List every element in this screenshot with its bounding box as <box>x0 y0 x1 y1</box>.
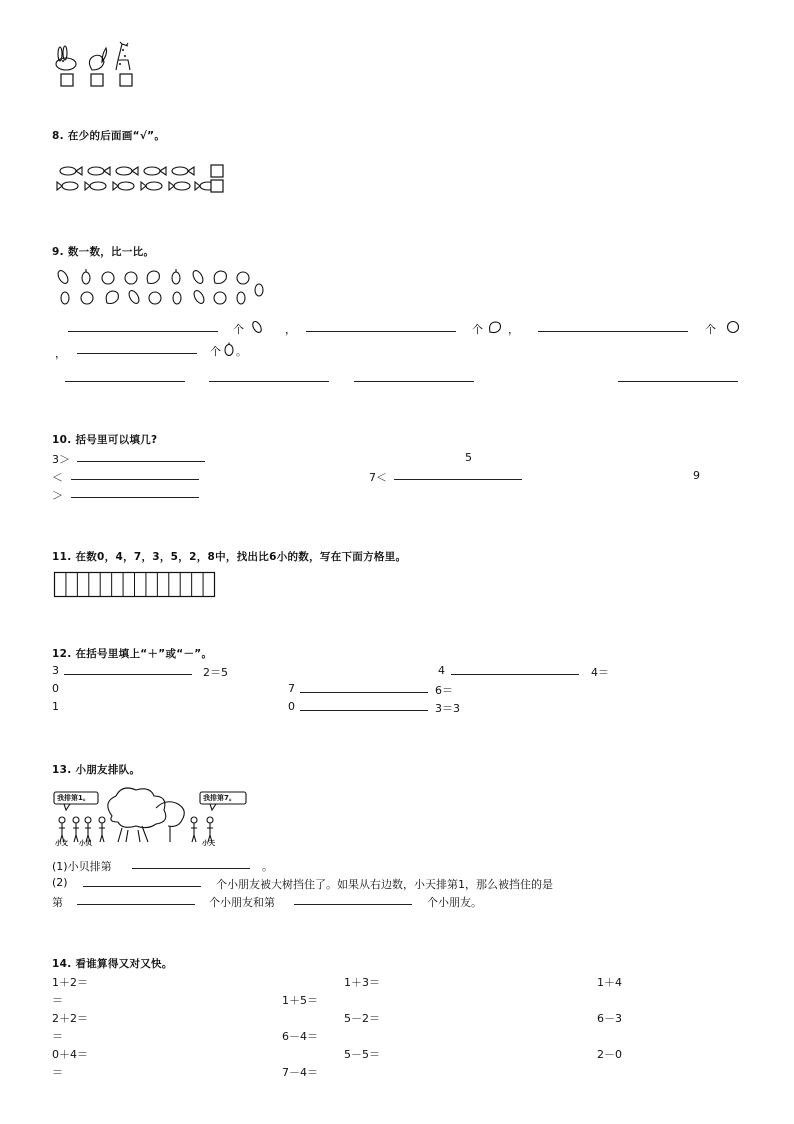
question-8-title: 8. 在少的后面画“√”。 <box>52 130 166 142</box>
answer-line-corn[interactable] <box>68 331 218 332</box>
child-icon <box>99 817 105 842</box>
eggplant-icon <box>82 269 90 284</box>
question-11-title: 11. 在数0，4，7，3，5，2，8中，找出比6小的数，写在下面方格里。 <box>52 551 407 563</box>
fish-icon <box>57 182 78 190</box>
expression-text: 4 <box>438 664 445 677</box>
fish-icon <box>141 182 162 190</box>
equation: ＝ <box>52 1030 63 1043</box>
expression-text: 7 <box>288 682 295 695</box>
answer-line[interactable] <box>71 479 199 480</box>
end-mark: 。 <box>236 345 247 358</box>
comma: ， <box>285 323 296 336</box>
cabbage-icon <box>214 271 226 284</box>
equation: 5－5＝ <box>344 1048 380 1061</box>
question-14-title: 14. 看谁算得又对又快。 <box>52 958 173 970</box>
subquestion-3-suffix: 个小朋友。 <box>427 896 482 909</box>
child-name: 小贝 <box>79 839 92 847</box>
corn-icon <box>191 269 205 285</box>
child-name: 小文 <box>55 839 68 847</box>
subquestion-2-text: 个小朋友被大树挡住了。如果从右边数，小天排第1，那么被挡住的是 <box>216 878 553 891</box>
corn-icon <box>192 289 206 305</box>
answer-grid[interactable] <box>54 572 216 598</box>
vegetable-row-bottom <box>61 284 263 305</box>
expression-text: 3＞ <box>52 453 70 466</box>
answer-line-compare-2[interactable] <box>209 381 329 382</box>
cabbage-icon <box>488 320 502 334</box>
question-12-title: 12. 在括号里填上“＋”或“－”。 <box>52 648 213 660</box>
answer-line[interactable] <box>451 674 579 675</box>
equation: 6－4＝ <box>282 1030 318 1043</box>
answer-line-compare-3[interactable] <box>354 381 474 382</box>
answer-box-bottom[interactable] <box>211 180 223 192</box>
equation: 2－0 <box>597 1048 622 1061</box>
answer-line[interactable] <box>83 886 201 887</box>
tomato-icon <box>81 292 93 304</box>
unit-label: 个 <box>472 323 483 336</box>
tomato-icon <box>125 272 137 284</box>
fish-icon <box>85 182 106 190</box>
comma: ， <box>508 323 519 336</box>
equation: 2＋2＝ <box>52 1012 88 1025</box>
tomato-icon <box>102 272 114 284</box>
eggplant-icon <box>255 284 263 296</box>
speech-bubble-right: 我排第7。 <box>203 794 236 802</box>
equation: 1＋4 <box>597 976 622 989</box>
eggplant-icon <box>172 269 180 284</box>
question-13-title: 13. 小朋友排队。 <box>52 764 141 776</box>
fish-icon <box>113 182 134 190</box>
expression-text: 3 <box>52 664 59 677</box>
answer-line-cabbage[interactable] <box>306 331 456 332</box>
answer-box-top[interactable] <box>211 165 223 177</box>
cabbage-icon <box>106 291 118 304</box>
cabbage-icon <box>147 271 159 284</box>
fish-row-bottom <box>57 182 216 190</box>
question-9-title: 9. 数一数，比一比。 <box>52 246 155 258</box>
expression-text: ＞ <box>52 489 63 502</box>
answer-line[interactable] <box>132 868 250 869</box>
fish-icon <box>116 167 138 175</box>
eggplant-icon <box>61 292 69 304</box>
expression-text: 5 <box>465 451 472 464</box>
equation: 1＋3＝ <box>344 976 380 989</box>
unit-label: 个 <box>233 323 244 336</box>
vegetable-row-top <box>56 269 249 285</box>
equation: 5－2＝ <box>344 1012 380 1025</box>
fish-icon <box>88 167 110 175</box>
subquestion-1-suffix: 。 <box>262 860 273 873</box>
answer-box[interactable] <box>61 74 73 86</box>
tomato-icon <box>214 292 226 304</box>
answer-line[interactable] <box>300 710 428 711</box>
eggplant-icon <box>222 342 236 356</box>
answer-line-compare-4[interactable] <box>618 381 738 382</box>
expression-text: 7＜ <box>369 471 387 484</box>
equation: 1＋2＝ <box>52 976 88 989</box>
expression-text: 3＝3 <box>435 702 460 715</box>
speech-bubble-left: 我排第1。 <box>57 794 90 802</box>
rabbit-icon <box>56 46 76 70</box>
unit-label: 个 <box>210 345 221 358</box>
expression-text: 0 <box>52 682 59 695</box>
fish-icon <box>60 167 82 175</box>
squirrel-icon <box>89 48 106 70</box>
fish-icon <box>172 167 194 175</box>
answer-line-compare-1[interactable] <box>65 381 185 382</box>
tomato-icon <box>726 320 740 334</box>
corn-icon <box>56 269 70 285</box>
answer-line[interactable] <box>300 692 428 693</box>
eggplant-icon <box>173 292 181 304</box>
subquestion-3-mid: 个小朋友和第 <box>209 896 275 909</box>
answer-line[interactable] <box>77 904 195 905</box>
equation: ＝ <box>52 1066 63 1079</box>
answer-line[interactable] <box>294 904 412 905</box>
giraffe-icon <box>116 42 130 70</box>
fish-icon <box>169 182 190 190</box>
answer-line[interactable] <box>77 461 205 462</box>
answer-line[interactable] <box>71 497 199 498</box>
child-name: 小天 <box>202 839 215 847</box>
animal-pictures <box>52 40 142 90</box>
subquestion-3-prefix: 第 <box>52 896 63 909</box>
answer-box[interactable] <box>120 74 132 86</box>
expression-text: 9 <box>693 469 700 482</box>
fish-icon <box>144 167 166 175</box>
equation: 0＋4＝ <box>52 1048 88 1061</box>
fish-row-top <box>60 167 194 175</box>
equation: 7－4＝ <box>282 1066 318 1079</box>
subquestion-1-prefix: (1)小贝排第 <box>52 860 112 873</box>
eggplant-icon <box>237 292 245 304</box>
comma: ， <box>55 347 66 360</box>
expression-text: ＜ <box>52 471 63 484</box>
answer-line-eggplant[interactable] <box>77 353 197 354</box>
expression-text: 2＝5 <box>203 666 228 679</box>
answer-box[interactable] <box>91 74 103 86</box>
equation: 6－3 <box>597 1012 622 1025</box>
child-icon <box>191 817 197 842</box>
tomato-icon <box>237 272 249 284</box>
answer-line-tomato[interactable] <box>538 331 688 332</box>
subquestion-2-prefix: (2) <box>52 876 68 889</box>
equation: 1＋5＝ <box>282 994 318 1007</box>
answer-line[interactable] <box>394 479 522 480</box>
tree-icon <box>108 788 184 842</box>
question-10-title: 10. 括号里可以填几? <box>52 434 158 446</box>
expression-text: 1 <box>52 700 59 713</box>
equation: ＝ <box>52 994 63 1007</box>
corn-icon <box>127 289 141 305</box>
expression-text: 4＝ <box>591 666 609 679</box>
tomato-icon <box>149 292 161 304</box>
corn-icon <box>250 320 264 334</box>
expression-text: 6＝ <box>435 684 453 697</box>
answer-line[interactable] <box>64 674 192 675</box>
vegetable-rows <box>55 268 275 308</box>
fish-rows <box>58 163 238 195</box>
unit-label: 个 <box>705 323 716 336</box>
expression-text: 0 <box>288 700 295 713</box>
